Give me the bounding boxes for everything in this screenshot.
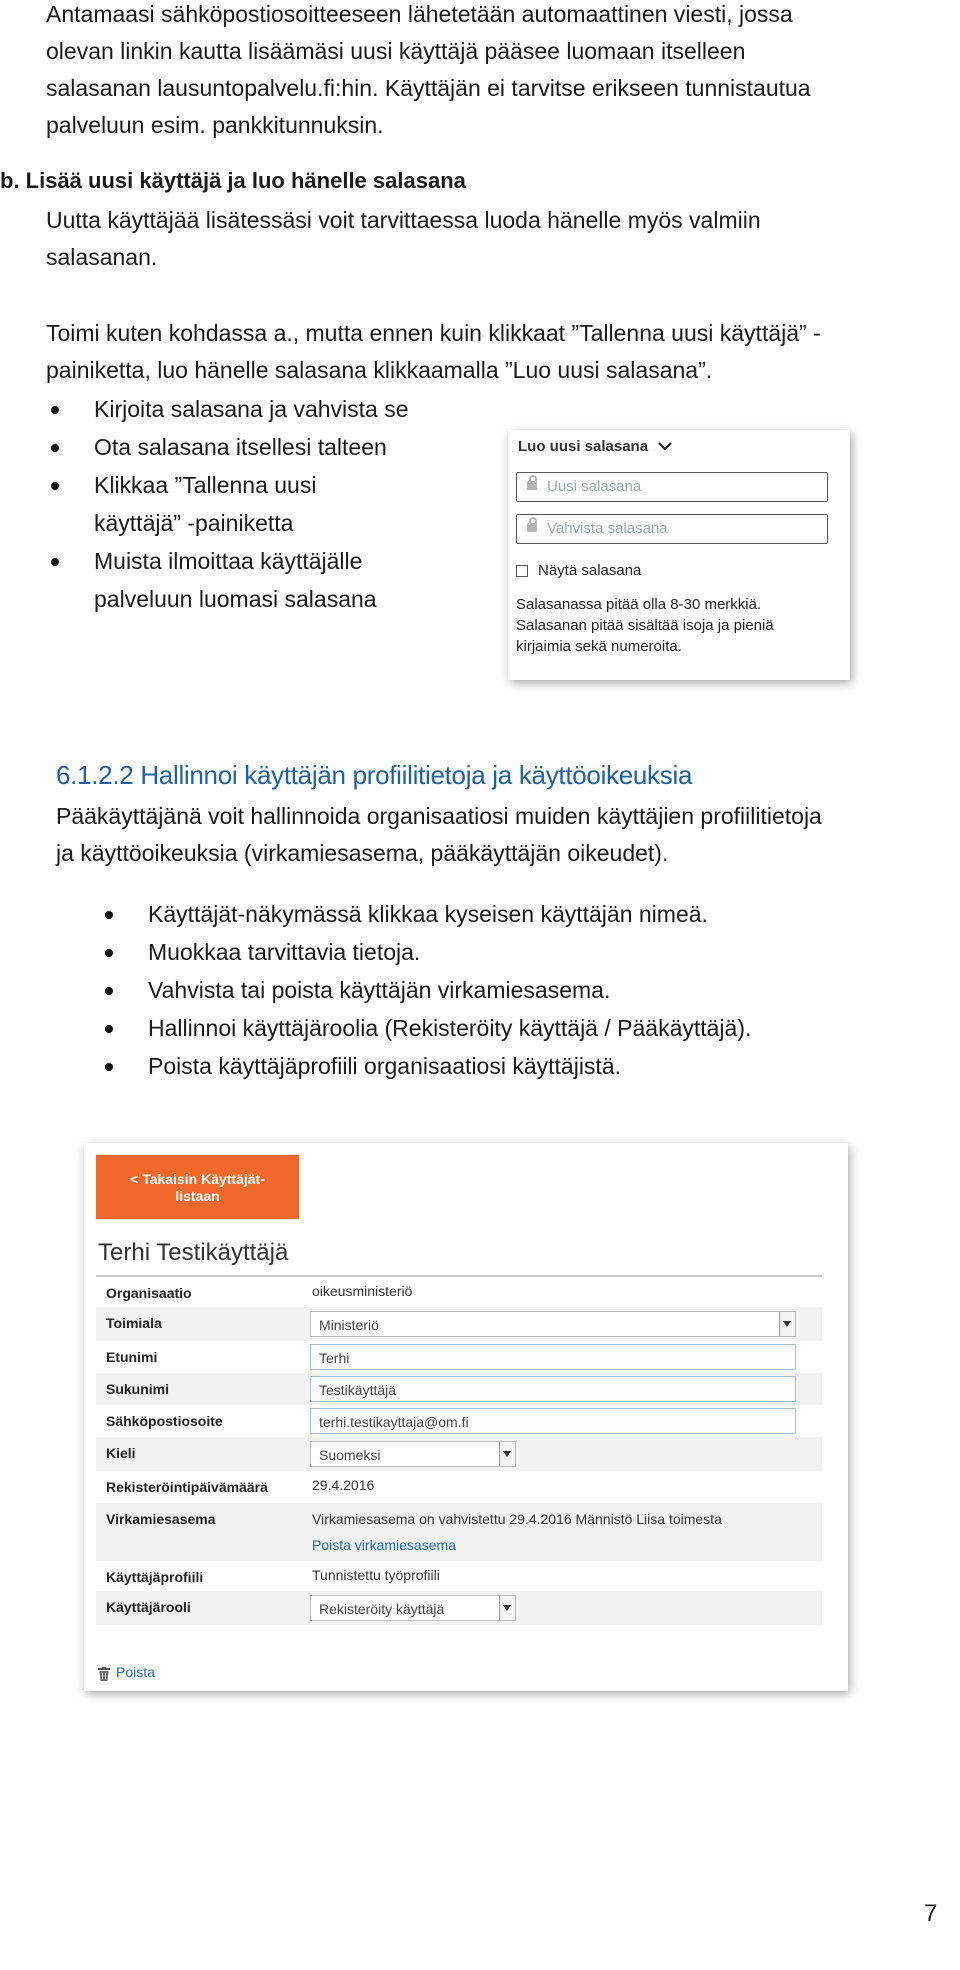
- password-help-line: kirjaimia sekä numeroita.: [516, 638, 682, 655]
- section-612-description: [56, 798, 956, 872]
- list-item: Käyttäjät-näkymässä klikkaa kyseisen käyttäjän nimeä.: [100, 895, 751, 933]
- lock-icon: [527, 481, 537, 490]
- text-line: Uutta käyttäjää lisätessäsi voit tarvittaessa luoda hänelle myös valmiin: [46, 207, 761, 233]
- delete-label: Poista: [116, 1664, 155, 1680]
- user-profile-value: Tunnistettu työprofiili: [312, 1567, 440, 1583]
- form-row-user-role: [96, 1591, 822, 1625]
- organisation-value: oikeusministeriö: [312, 1283, 413, 1299]
- new-password-input[interactable]: [516, 472, 828, 502]
- section-b-bullet-list: [46, 390, 409, 618]
- toimiala-select[interactable]: [310, 1311, 796, 1337]
- form-row-virkamiesasema: [96, 1503, 822, 1561]
- field-label: Virkamiesasema: [106, 1511, 216, 1527]
- password-help-line: Salasanan pitää sisältää isoja ja pieniä: [516, 617, 774, 634]
- back-button-label: listaan: [175, 1188, 220, 1204]
- section-b-description: [46, 202, 946, 276]
- show-password-label: Näytä salasana: [538, 562, 642, 579]
- list-item: Vahvista tai poista käyttäjän virkamiesasema.: [100, 971, 751, 1009]
- back-to-users-button[interactable]: [96, 1155, 299, 1219]
- chevron-down-icon: [499, 1442, 515, 1466]
- language-select[interactable]: [310, 1441, 516, 1467]
- input-value: Terhi: [319, 1350, 350, 1366]
- create-password-title: Luo uusi salasana: [518, 438, 649, 455]
- password-widget-screenshot: [508, 430, 850, 680]
- list-item: Hallinnoi käyttäjäroolia (Rekisteröity käyttäjä / Pääkäyttäjä).: [100, 1009, 751, 1047]
- select-value: Rekisteröity käyttäjä: [319, 1601, 445, 1617]
- field-label: Käyttäjäprofiili: [106, 1569, 204, 1585]
- field-label: Sähköpostiosoite: [106, 1413, 223, 1429]
- chevron-down-icon: [499, 1596, 515, 1620]
- intro-paragraph: [46, 0, 946, 144]
- email-input[interactable]: [310, 1408, 796, 1434]
- input-value: Testikäyttäjä: [319, 1382, 397, 1398]
- chevron-down-icon: [779, 1312, 795, 1336]
- profile-title: Terhi Testikäyttäjä: [98, 1239, 289, 1266]
- new-password-placeholder: Uusi salasana: [547, 478, 642, 495]
- text-line: Pääkäyttäjänä voit hallinnoida organisaatiosi muiden käyttäjien profiilitietoja: [56, 803, 822, 829]
- field-label: Käyttäjärooli: [106, 1599, 191, 1615]
- text-line: ja käyttöoikeuksia (virkamiesasema, pääkäyttäjän oikeudet).: [56, 840, 669, 866]
- list-item-continuation: palveluun luomasi salasana: [94, 586, 377, 612]
- list-item: Klikkaa ”Tallenna uusi: [46, 466, 409, 504]
- field-label: Kieli: [106, 1445, 136, 1461]
- first-name-input[interactable]: [310, 1344, 796, 1370]
- field-label: Organisaatio: [106, 1285, 192, 1301]
- page-number: 7: [924, 1900, 938, 1927]
- field-label: Rekisteröintipäivämäärä: [106, 1479, 268, 1495]
- create-password-toggle[interactable]: [518, 438, 672, 455]
- section-heading: 6.1.2.2 Hallinnoi käyttäjän profiilitietoja ja käyttöoikeuksia: [56, 760, 693, 790]
- form-row-registration-date: [96, 1471, 822, 1503]
- registration-date-value: 29.4.2016: [312, 1477, 375, 1493]
- list-item: Poista käyttäjäprofiili organisaatiosi käyttäjistä.: [100, 1047, 751, 1085]
- field-label: Toimiala: [106, 1315, 162, 1331]
- form-row-toimiala: [96, 1307, 822, 1341]
- text-line: olevan linkin kautta lisäämäsi uusi käyttäjä pääsee luomaan itselleen: [46, 38, 746, 64]
- confirm-password-input[interactable]: [516, 514, 828, 544]
- section-612-bullet-list: [100, 895, 751, 1085]
- text-line: painiketta, luo hänelle salasana klikkaamalla ”Luo uusi salasana”.: [46, 357, 713, 383]
- back-button-label: < Takaisin Käyttäjät-: [130, 1171, 265, 1187]
- form-row-email: [96, 1405, 822, 1437]
- text-line: Toimi kuten kohdassa a., mutta ennen kuin klikkaat ”Tallenna uusi käyttäjä” -: [46, 320, 821, 346]
- show-password-checkbox[interactable]: [516, 565, 528, 577]
- list-item: Kirjoita salasana ja vahvista se: [46, 390, 409, 428]
- lock-icon: [527, 523, 537, 532]
- select-value: Ministeriö: [319, 1317, 379, 1333]
- chevron-down-icon: [658, 441, 672, 451]
- form-row-sukunimi: [96, 1373, 822, 1405]
- section-b-instructions: [46, 315, 946, 389]
- user-role-select[interactable]: [310, 1595, 516, 1621]
- form-row-etunimi: [96, 1341, 822, 1373]
- field-label: Sukunimi: [106, 1381, 170, 1397]
- form-row-organisaatio: [96, 1277, 822, 1307]
- confirm-password-placeholder: Vahvista salasana: [547, 520, 668, 537]
- list-item-continuation: käyttäjä” -painiketta: [94, 510, 294, 536]
- text-line: salasanan lausuntopalvelu.fi:hin. Käyttäjän ei tarvitse erikseen tunnistautua: [46, 75, 811, 101]
- list-item: Ota salasana itsellesi talteen: [46, 428, 409, 466]
- trash-icon: [98, 1667, 110, 1681]
- official-status-value: Virkamiesasema on vahvistettu 29.4.2016 Männistö Liisa toimesta: [312, 1511, 722, 1527]
- profile-form: [96, 1275, 822, 1617]
- form-row-kieli: [96, 1437, 822, 1471]
- list-item: Muokkaa tarvittavia tietoja.: [100, 933, 751, 971]
- select-value: Suomeksi: [319, 1447, 381, 1463]
- text-line: palveluun esim. pankkitunnuksin.: [46, 112, 384, 138]
- input-value: terhi.testikayttaja@om.fi: [319, 1414, 469, 1430]
- text-line: Antamaasi sähköpostiosoitteeseen lähetetään automaattinen viesti, jossa: [46, 1, 793, 27]
- password-help-line: Salasanassa pitää olla 8-30 merkkiä.: [516, 596, 762, 613]
- user-profile-screenshot: [84, 1143, 848, 1691]
- section-b-heading: b. Lisää uusi käyttäjä ja luo hänelle salasana: [0, 168, 466, 193]
- field-label: Etunimi: [106, 1349, 158, 1365]
- text-line: salasanan.: [46, 244, 158, 270]
- form-row-user-profile: [96, 1561, 822, 1591]
- last-name-input[interactable]: [310, 1376, 796, 1402]
- remove-official-status-link[interactable]: Poista virkamiesasema: [312, 1537, 456, 1553]
- list-item: Muista ilmoittaa käyttäjälle: [46, 542, 409, 580]
